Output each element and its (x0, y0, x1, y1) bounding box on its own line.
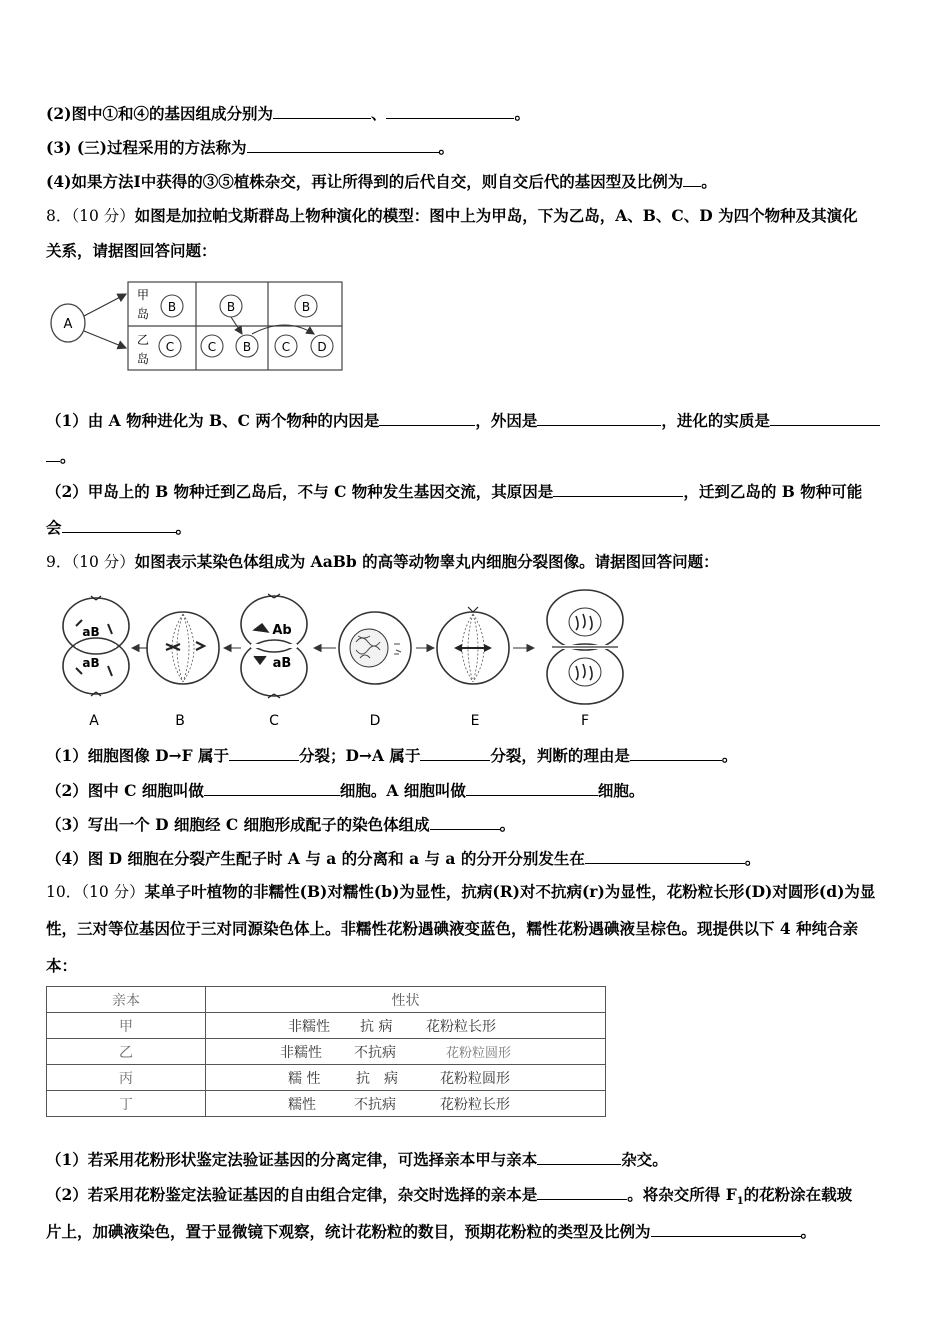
q10-sub1 (46, 1149, 668, 1170)
q10-sub2-text: 的花粉涂在载玻 (743, 1185, 853, 1204)
species-a-label: A (63, 317, 73, 332)
answer-blank[interactable] (420, 745, 490, 761)
trait-glutinous: 糯 性 (288, 1070, 321, 1087)
cell-label: F (580, 713, 590, 729)
answer-blank[interactable] (386, 103, 514, 119)
trait-glutinous: 非糯性 (288, 1018, 330, 1035)
q10-stem-line2 (46, 919, 858, 939)
trait-disease: 不抗病 (354, 1044, 396, 1061)
answer-blank[interactable] (204, 780, 340, 796)
cell-label: D (369, 713, 381, 729)
period: 。 (701, 172, 717, 191)
table-row (47, 1013, 606, 1039)
traits-cell (206, 1013, 606, 1039)
q8-stem: 关系，请据图回答问题： (46, 241, 217, 260)
parent-cell: 丁 (47, 1091, 206, 1117)
answer-blank[interactable] (537, 410, 661, 426)
answer-blank[interactable] (537, 1149, 621, 1165)
cell-label: A (89, 713, 99, 729)
island-label: 岛 (137, 352, 150, 366)
trait-glutinous: 非糯性 (280, 1044, 322, 1061)
table-row (47, 1091, 606, 1117)
trait-glutinous: 糯性 (288, 1096, 316, 1113)
species-label: C (281, 340, 291, 354)
answer-blank[interactable] (229, 745, 299, 761)
q8-stem-line2 (46, 241, 217, 261)
header-traits: 性状 (206, 987, 606, 1013)
cell-f (547, 590, 623, 704)
q8-sub1-line1 (46, 410, 880, 431)
cell-b (147, 612, 219, 684)
table-row (47, 1039, 606, 1065)
trait-disease: 抗 病 (360, 1018, 393, 1035)
period: 。 (744, 849, 761, 868)
q10-sub1-text: （1）若采用花粉形状鉴定法验证基因的分离定律，可选择亲本甲与亲本 (46, 1150, 538, 1169)
q8-stem: 如图是加拉帕戈斯群岛上物种演化的模型：图中上为甲岛，下为乙岛，A、B、C、D 为四个物种及其演化 (134, 206, 858, 225)
cell-c (241, 594, 307, 698)
q10-sub2-line2 (46, 1221, 816, 1242)
q8-sub1-text: ，外因是 (475, 411, 538, 430)
answer-blank[interactable] (62, 517, 176, 533)
table-row (47, 1065, 606, 1091)
trait-disease: 抗 病 (356, 1070, 398, 1087)
period: 。 (499, 815, 516, 834)
q10-stem-line1 (46, 882, 875, 902)
species-label: C (207, 340, 217, 354)
q8-sub2-text: （2）甲岛上的 B 物种迁到乙岛后，不与 C 物种发生基因交流，其原因是 (46, 482, 554, 501)
period: 。 (438, 138, 455, 157)
island-label: 岛 (137, 307, 150, 321)
parents-table (46, 986, 606, 1117)
species-label: B (242, 340, 252, 354)
q10-sub2-text: （2）若采用花粉鉴定法验证基因的自由组合定律，杂交时选择的亲本是 (46, 1185, 538, 1204)
period: 。 (175, 518, 192, 537)
q9-sub2 (46, 780, 644, 801)
q7-part2-text: (2)图中①和④的基因组成分别为 (46, 104, 273, 123)
answer-blank[interactable] (585, 848, 745, 864)
q8-stem-line1 (46, 206, 858, 226)
table-header-row (47, 987, 606, 1013)
species-label: C (165, 340, 175, 354)
q8-sub2-line1 (46, 481, 862, 502)
parent-cell: 甲 (47, 1013, 206, 1039)
species-label: B (167, 300, 177, 314)
q8-sub1-line2 (46, 446, 76, 467)
q10-sub2-line1 (46, 1184, 852, 1212)
cell-a (63, 596, 129, 696)
trait-disease: 不抗病 (354, 1096, 396, 1113)
answer-blank[interactable] (537, 1184, 627, 1200)
answer-blank[interactable] (379, 410, 475, 426)
q9-sub4 (46, 848, 760, 869)
q9-sub1-text: （1）细胞图像 D→F 属于 (46, 746, 230, 765)
species-label: B (226, 300, 236, 314)
q9-sub4-text: （4）图 D 细胞在分裂产生配子时 A 与 a 的分离和 a 与 a 的分开分别发生在 (46, 849, 585, 868)
answer-blank[interactable] (273, 103, 371, 119)
q9-sub2-text: 细胞。 (597, 781, 645, 800)
answer-blank[interactable] (683, 171, 701, 187)
q7-part2 (46, 103, 530, 124)
island-jia-label: 甲 (137, 288, 150, 302)
answer-blank[interactable] (770, 410, 880, 426)
q7-part3 (46, 137, 454, 158)
q9-sub3 (46, 814, 515, 835)
trait-pollen: 花粉粒圆形 (440, 1070, 510, 1087)
q9-sub1 (46, 745, 737, 766)
q10-stem-line3 (46, 956, 77, 976)
q9-sub1-text: 分裂，判断的理由是 (490, 746, 630, 765)
arrow-to-bottom (84, 331, 126, 348)
q7-part3-text: (3) (三)过程采用的方法称为 (46, 138, 247, 157)
cell-e (437, 607, 509, 684)
cell-division-diagram (46, 586, 646, 736)
q7-part4 (46, 171, 717, 192)
cell-label: C (269, 713, 279, 729)
parent-cell: 丙 (47, 1065, 206, 1091)
answer-blank[interactable] (553, 481, 683, 497)
cell-a-top-genes: aB (82, 625, 100, 639)
species-label: B (301, 300, 311, 314)
period: 。 (514, 104, 530, 123)
q9-stem-text: 如图表示某染色体组成为 AaBb 的高等动物睾丸内细胞分裂图像。请据图回答问题： (134, 552, 719, 571)
traits-cell (206, 1065, 606, 1091)
q8-sub1-text: （1）由 A 物种进化为 B、C 两个物种的内因是 (46, 411, 380, 430)
trait-pollen: 花粉粒长形 (426, 1018, 496, 1035)
separator: 、 (370, 104, 387, 123)
cell-a-bottom-genes: aB (82, 656, 100, 670)
species-label: D (317, 340, 327, 354)
question-number: 9．（10 分） (46, 553, 135, 571)
parent-cell: 乙 (47, 1039, 206, 1065)
cell-c-bottom-genes: aB (272, 656, 292, 671)
answer-blank[interactable] (630, 745, 722, 761)
question-number: 8．（10 分） (46, 207, 135, 225)
answer-blank[interactable] (46, 446, 60, 462)
q10-stem: 性，三对等位基因位于三对同源染色体上。非糯性花粉遇碘液变蓝色，糯性花粉遇碘液呈棕色。现提供以下 4 种纯合亲 (46, 919, 859, 938)
trait-pollen: 花粉粒圆形 (446, 1045, 512, 1061)
cell-d (339, 612, 411, 684)
period: 。 (721, 746, 738, 765)
q9-sub2-text: 细胞。A 细胞叫做 (339, 781, 466, 800)
q8-sub2-line2 (46, 517, 191, 538)
q10-stem: 某单子叶植物的非糯性(B)对糯性(b)为显性，抗病(R)对不抗病(r)为显性，花粉粒长形(D)对圆形(d)为显 (144, 882, 876, 901)
q9-sub3-text: （3）写出一个 D 细胞经 C 细胞形成配子的染色体组成 (46, 815, 430, 834)
q9-sub2-text: （2）图中 C 细胞叫做 (46, 781, 204, 800)
cell-label: B (175, 713, 185, 729)
q7-part4-text: (4)如果方法Ⅰ中获得的③⑤植株杂交，再让所得到的后代自交，则自交后代的基因型及比例为 (46, 172, 684, 191)
q10-stem: 本： (46, 956, 78, 975)
q10-sub2-text: 。将杂交所得 F (627, 1185, 737, 1204)
trait-pollen: 花粉粒长形 (440, 1096, 510, 1113)
cell-c-top-genes: Ab (272, 623, 292, 638)
header-parent: 亲本 (47, 987, 206, 1013)
q9-sub1-text: 分裂；D→A 属于 (299, 746, 421, 765)
answer-blank[interactable] (247, 137, 439, 153)
q10-sub2-text: 片上，加碘液染色，置于显微镜下观察，统计花粉粒的数目，预期花粉粒的类型及比例为 (46, 1222, 651, 1241)
question-number: 10．（10 分） (46, 883, 145, 901)
q8-sub2-text: ，迁到乙岛的 B 物种可能 (683, 482, 863, 501)
period: 。 (800, 1222, 817, 1241)
q9-stem (46, 552, 719, 572)
answer-blank[interactable] (430, 814, 500, 830)
subscript: 1 (736, 1196, 744, 1208)
answer-blank[interactable] (651, 1221, 801, 1237)
arrow-to-top (84, 294, 126, 316)
q8-sub1-text: ，进化的实质是 (661, 411, 770, 430)
cell-label: E (470, 713, 480, 729)
period: 。 (60, 447, 76, 466)
q8-sub2-text: 会 (46, 518, 62, 537)
answer-blank[interactable] (466, 780, 598, 796)
island-yi-label: 乙 (137, 333, 150, 347)
traits-cell (206, 1091, 606, 1117)
island-evolution-diagram (46, 276, 346, 376)
q10-sub1-text: 杂交。 (621, 1150, 668, 1169)
traits-cell (206, 1039, 606, 1065)
